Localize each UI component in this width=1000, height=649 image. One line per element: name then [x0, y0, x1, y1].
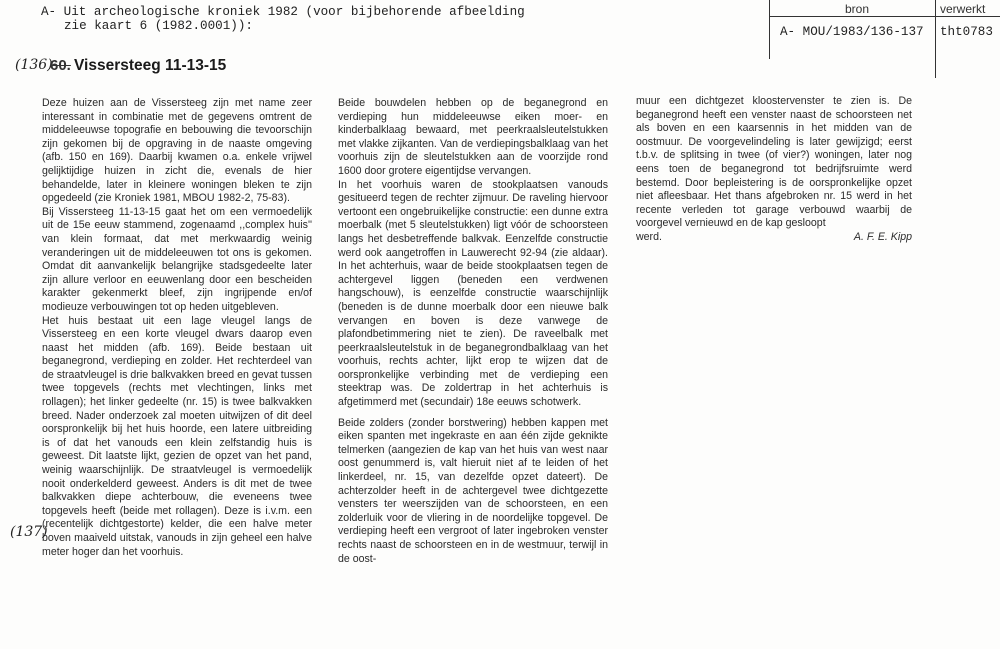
header-line-2: zie kaart 6 (1982.0001)):: [64, 19, 253, 33]
paragraph: Beide bouwdelen hebben op de beganegrond en verdieping hun middeleeuwse eiken moer- en kinderbalklaag bewaard, met peerkraalsleutelstukken met vlakke zijkanten. Van de verdiepingsbalklaag van het voorhuis zijn de sleutelstukken aan de voorzijde rond 1600 door grotere eigentijdse vervangen.: [338, 97, 608, 177]
verwerkt-column-header: verwerkt: [940, 2, 986, 16]
author-signature: A. F. E. Kipp: [853, 230, 912, 243]
table-divider-middle: [935, 0, 936, 78]
text-column-3: [636, 95, 912, 245]
paragraph: Bij Vissersteeg 11-13-15 gaat het om een vermoedelijk uit de 15e eeuw stammend, zogenaamd ,,complex huis'' van klein formaat, dat met merkwaardig weinig veranderingen uit de middeleeuwen tot ons is gekomen. Omdat dit aanvankelijk belangrijke stadsgedeelte later zijn allure verloor en eeuwenlang door een bescheiden karakter gekenmerkt bleef, zijn ingrijpende en/of modieuze verbouwingen tot op heden uitgebleven.: [42, 205, 312, 313]
struck-entry-number: 60.: [50, 57, 71, 74]
paragraph: Deze huizen aan de Vissersteeg zijn met name zeer interessant in combinatie met de gegevens omtrent de middeleeuwse topografie en bebouwing die tevoorschijn zijn gekomen bij de opgraving in de naaste omgeving (afb. 150 en 169). Daarbij kwamen o.a. enkele vrijwel gelijktijdige huizen in zicht die, evenals de hier behandelde, later in kleinere woningen bleken te zijn opgedeeld (zie Kroniek 1981, MBOU 1982-2, 75-83).: [42, 97, 312, 205]
bron-column-header: bron: [845, 2, 870, 16]
handwritten-page-note: (136): [15, 57, 53, 73]
article-title: Vissersteeg 11-13-15: [74, 57, 227, 74]
paragraph: In het voorhuis waren de stookplaatsen vanouds gesitueerd tegen de rechter zijmuur. De raveling hiervoor vertoont een ongebruikelijke constructie: een dunne extra moerbalk (met 5 sleutelstukken) ligt vóór de schoorsteen langs het desbetreffende balkvak. Eenzelfde constructie werd ook aangetroffen in Lauwerecht 92-94 (zie aldaar). In het achterhuis, waar de beide stookplaatsen tegen de achtergevel liggen (beneden een verdwenen hangschouw), is eenzelfde constructie waarschijnlijk (beneden is de dunne moerbalk door een nieuwe balk vervangen en boven is deze vanwege de plafondbetimmering niet te zien). De raveelbalk met peerkraalsleutelstuk in de beganegrondbalklaag van het voorhuis, rechts achter, lijkt erop te wijzen dat de oorspronkelijke verbinding met de verdieping een steektrap was. De zoldertrap in het achterhuis is afgetimmerd met (secundair) 18e eeuws schotwerk.: [338, 178, 608, 409]
paragraph: muur een dichtgezet kloostervenster te zien is. De beganegrond heeft een venster naast de schoorsteen net als boven en een kaarsennis in het midden van de oostmuur. De voorgevelindeling is later gewijzigd; eerst t.b.v. de splitsing in twee (of vier?) woningen, later nog eens toen de beganegrond tot bedrijfsruimte werd bestemd. Door bepleistering is de oorspronkelijke opzet niet afleesbaar. Het thans afgebroken nr. 15 werd in het recente verleden tot garage verbouwd waarbij de voorgevel vernieuwd en de kap gesloopt: [636, 95, 912, 230]
handwritten-page-note: (137): [10, 524, 48, 540]
header-line-1: A- Uit archeologische kroniek 1982 (voor bijbehorende afbeelding: [41, 5, 525, 19]
text-column-2: [338, 97, 608, 566]
signature-line: [636, 231, 912, 245]
table-divider-horizontal: [769, 16, 1000, 17]
verwerkt-value: tht0783: [940, 25, 993, 39]
paragraph: Het huis bestaat uit een lage vleugel langs de Vissersteeg en een korte vleugel dwars daarop even naast het midden (afb. 169). Beide bestaan uit beganegrond, verdieping en zolder. Het rechterdeel van de straatvleugel is drie balkvakken breed en gevat tussen twee topgevels (rechts met vlechtingen, links met rollagen); het linker gedeelte (nr. 15) is twee balkvakken breed. Nader onderzoek zal moeten uitwijzen of dit deel oorspronkelijk bij het huis hoorde, een latere uitbreiding is of dat het vanouds een klein zelfstandig huis is geweest. Dit laatste lijkt, gezien de opzet van het pand, weinig waarschijnlijk. De straatvleugel is vermoedelijk nooit onderkelderd geweest. Anders is dit met de twee balkvakken diepe achterbouw, die eveneens twee topgevels heeft (beide met rollagen). Deze is i.v.m. een (recentelijk dichtgestorte) kelder, die een halve meter boven maaiveld uitstak, vanouds in zijn geheel een halve meter hoger dan het voorhuis.: [42, 314, 312, 558]
text-column-1: [42, 97, 312, 559]
table-divider-left: [769, 0, 770, 59]
closing-word: werd.: [636, 230, 662, 243]
bron-value: A- MOU/1983/136-137: [780, 25, 924, 39]
paragraph: Beide zolders (zonder borstwering) hebben kappen met eiken spanten met ingekraste en aan één zijde geknikte telmerken (aangezien de kap van het huis van west naar oost genummerd is, valt hieruit niet af te leiden of het linkerdeel, nr. 15, van dezelfde opzet dateert). De achterzolder heeft in de achtergevel twee dichtgezette vensters ter weerszijden van de schoorsteen, en een zolderluik voor de vliering in de noordelijke topgevel. De verdieping heeft een vergroot of later ingebroken venster rechts naast de schoorsteen en in de westmuur, terwijl in de oost-: [338, 416, 608, 565]
